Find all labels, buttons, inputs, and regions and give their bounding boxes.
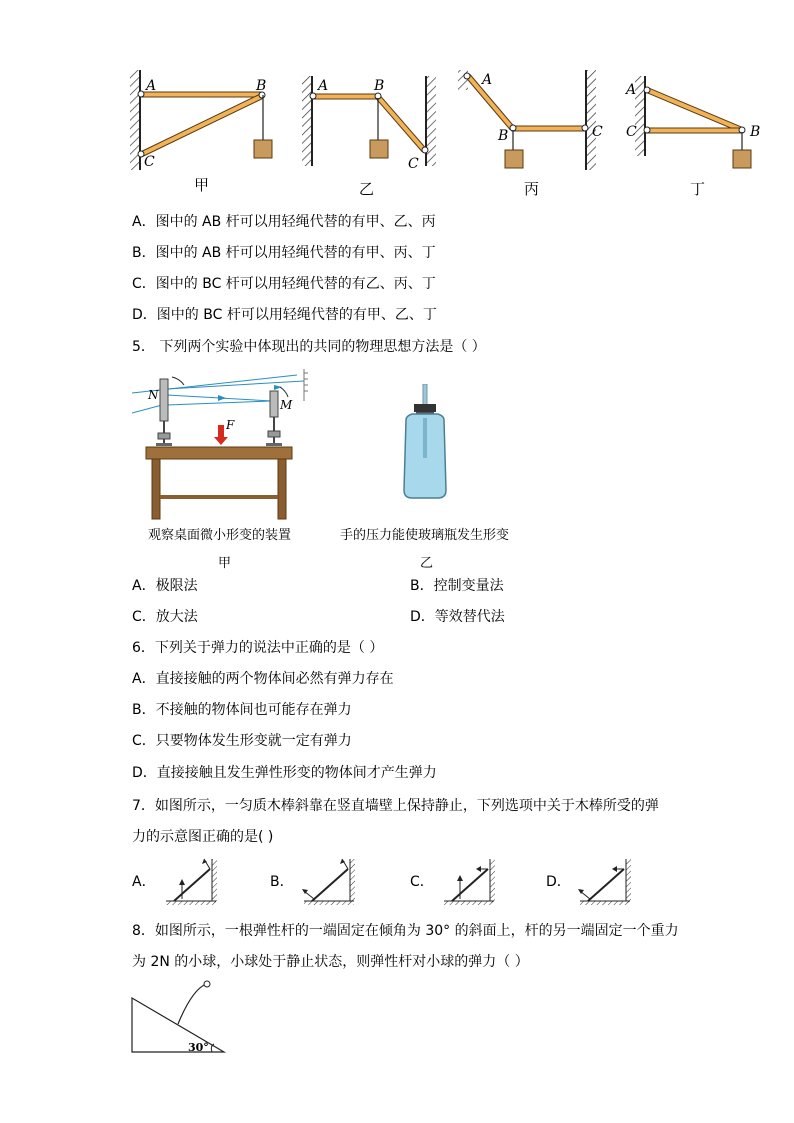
weight-box — [254, 140, 272, 158]
q7-figure-d — [578, 859, 631, 905]
figure-label-bing: 丙 — [524, 180, 540, 198]
q5-fig2-label: 乙 — [420, 556, 434, 571]
q7-figure-a — [166, 859, 217, 905]
rod-ab — [140, 92, 262, 97]
q6-option-c: C．只要物体发生形变就一定有弹力 — [132, 733, 352, 749]
q5-option-a: A．极限法 — [132, 578, 198, 594]
q6-option-a: A．直接接触的两个物体间必然有弹力存在 — [132, 671, 394, 687]
q4-option-b: B．图中的 AB 杆可以用轻绳代替的有甲、丙、丁 — [132, 245, 436, 261]
q4-option-c: C．图中的 BC 杆可以用轻绳代替的有乙、丙、丁 — [132, 276, 436, 292]
q7-option-label-d: D． — [546, 874, 571, 890]
q7-figure-c — [444, 859, 495, 905]
angle-label: 30° — [188, 1041, 209, 1054]
q7-option-label-b: B． — [270, 874, 294, 890]
q5-fig2-caption: 手的压力能使玻璃瓶发生形变 — [340, 528, 510, 543]
q7-option-label-c: C． — [410, 874, 434, 890]
q6-stem: 6．下列关于弹力的说法中正确的是（ ） — [132, 640, 384, 656]
q5-fig1-caption: 观察桌面微小形变的装置 — [148, 528, 292, 543]
q8-stem-line2: 为 2N 的小球，小球处于静止状态，则弹性杆对小球的弹力（ ） — [132, 954, 529, 970]
q5-option-b: B．控制变量法 — [410, 578, 504, 594]
q7-stem-line1: 7．如图所示，一匀质木棒斜靠在竖直墙壁上保持静止，下列选项中关于木棒所受的弹 — [132, 798, 659, 814]
q8-stem-line1: 8．如图所示，一根弹性杆的一端固定在倾角为 30° 的斜面上，杆的另一端固定一个重力 — [132, 923, 679, 939]
rod-bc — [142, 96, 262, 154]
force-label: F — [226, 418, 235, 432]
svg-text:B: B — [750, 124, 761, 140]
svg-text:C: C — [144, 154, 155, 170]
q7-figure-b — [302, 859, 355, 905]
q5-option-d: D．等效替代法 — [410, 609, 505, 625]
svg-text:C: C — [626, 124, 637, 140]
q7-option-figures — [160, 855, 640, 910]
q7-stem-line2: 力的示意图正确的是( ) — [132, 829, 274, 845]
mirror-m-label: M — [280, 398, 293, 412]
figure-label-ding: 丁 — [690, 180, 706, 198]
q5-figure-bottle — [398, 384, 452, 502]
q6-option-d: D．直接接触且发生弹性形变的物体间才产生弹力 — [132, 765, 437, 781]
svg-text:C: C — [592, 124, 603, 140]
q5-stem: 5． 下列两个实验中体现出的共同的物理思想方法是（ ） — [132, 339, 486, 355]
q5-option-c: C．放大法 — [132, 609, 198, 625]
q5-fig1-label: 甲 — [218, 556, 232, 571]
figure-jia — [130, 70, 272, 170]
q8-figure — [128, 978, 238, 1058]
q4-option-d: D．图中的 BC 杆可以用轻绳代替的有甲、乙、丁 — [132, 307, 437, 323]
figure-bing — [458, 70, 603, 170]
q7-option-label-a: A． — [132, 874, 156, 890]
figure-ding — [624, 76, 760, 168]
svg-text:A: A — [482, 72, 493, 88]
q6-option-b: B．不接触的物体间也可能存在弹力 — [132, 702, 352, 718]
svg-text:B: B — [374, 78, 385, 94]
mirror-n-label: N — [148, 388, 159, 402]
figure-label-jia: 甲 — [194, 176, 210, 194]
svg-text:A: A — [318, 78, 329, 94]
q5-figure-table — [132, 365, 322, 525]
svg-text:B: B — [498, 128, 509, 144]
figure-yi — [302, 76, 436, 172]
figure-label-yi: 乙 — [359, 180, 375, 198]
svg-text:A: A — [626, 82, 637, 98]
svg-text:B: B — [256, 78, 267, 94]
svg-text:A: A — [146, 78, 157, 94]
svg-text:C: C — [408, 156, 419, 172]
q4-option-a: A．图中的 AB 杆可以用轻绳代替的有甲、乙、丙 — [132, 214, 436, 230]
